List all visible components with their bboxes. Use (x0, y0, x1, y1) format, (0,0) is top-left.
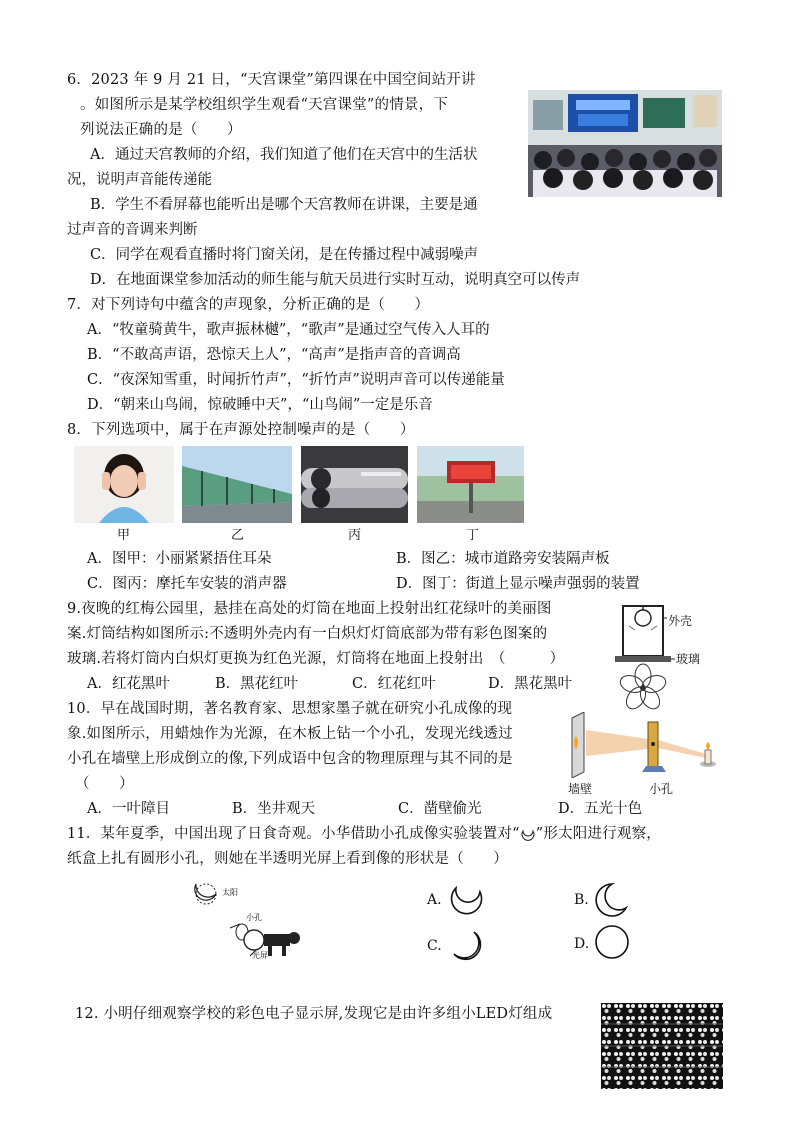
q6-stem-line-1: 6．2023 年 9 月 21 日，“天宫课堂”第四课在中国空间站开讲 (67, 72, 476, 88)
q11-stem-line-2: 纸盒上扎有圆形小孔，则她在半透明光屏上看到像的形状是（ ） (67, 851, 508, 867)
q11-stem-part-1: 11．某年夏季，中国出现了日食奇观。小华借助小孔成像实验装置对“ (67, 826, 520, 842)
q11-choice-d-shape (592, 922, 632, 962)
q10-stem-line-1: 10．早在战国时期，著名教育家、思想家墨子就在研究小孔成像的现 (67, 701, 513, 717)
q7-option-c: C．“夜深知雪重，时闻折竹声”，“折竹声”说明声音可以传递能量 (87, 372, 505, 388)
q10-option-c: C．凿壁偷光 (398, 801, 482, 817)
q9-option-b: B．黑花红叶 (215, 676, 299, 692)
caption-yi: 乙 (231, 528, 245, 543)
q10-stem-line-2: 象.如图所示，用蜡烛作为光源，在木板上钻一个小孔，发现光线透过 (67, 726, 513, 742)
q6-option-d: D．在地面课堂参加活动的师生能与航天员进行实时互动，说明真空可以传声 (90, 272, 581, 288)
q10-option-a: A．一叶障目 (87, 801, 170, 817)
caption-ding: 丁 (466, 528, 480, 543)
q7-option-b: B．“不敢高声语，恐惊天上人”，“高声”是指声音的音调高 (87, 347, 461, 363)
q8-option-d: D．图丁：街道上显示噪声强弱的装置 (396, 576, 640, 592)
q11-choice-c-label: C. (427, 938, 442, 954)
q9-option-c: C．红花红叶 (352, 676, 436, 692)
q9-stem-line-3: 玻璃.若将灯筒内白炽灯更换为红色光源，灯筒将在地面上投射出 （ ） (67, 651, 565, 667)
q8-option-a: A．图甲：小丽紧紧捂住耳朵 (87, 551, 272, 567)
q7-stem: 7．对下列诗句中蕴含的声现象，分析正确的是（ ） (67, 297, 430, 313)
caption-jia: 甲 (117, 528, 131, 543)
q6-option-b: B．学生不看屏幕也能听出是哪个天宫教师在讲课，主要是通 (90, 197, 478, 213)
q11-choice-a-shape (446, 880, 486, 920)
q8-option-c: C．图丙：摩托车安装的消声器 (87, 576, 287, 592)
q9-option-d: D．黑花黑叶 (488, 676, 573, 692)
q6-stem-line-2: 。如图所示是某学校组织学生观看“天宫课堂”的情景，下 (80, 97, 449, 113)
q7-option-d: D．“朝来山鸟闹，惊破睡中天”，“山鸟闹”一定是乐音 (87, 397, 433, 413)
q6-stem-line-3: 列说法正确的是（ ） (80, 122, 242, 138)
q11-choice-b-label: B. (574, 892, 589, 908)
label-small-hole: 小孔 (246, 913, 262, 922)
q11-choice-c-shape (446, 926, 486, 966)
classroom-photo (528, 90, 722, 197)
label-glass: 玻璃 (676, 652, 701, 666)
q11-choice-a-label: A. (427, 892, 442, 908)
label-pinhole: 小孔 (649, 782, 674, 796)
q11-stem-part-2: ”形太阳进行观察， (535, 826, 661, 842)
q10-stem-line-4: （ ） (75, 776, 134, 792)
photo-bing-muffler (301, 446, 408, 523)
q10-option-b: B．坐井观天 (232, 801, 316, 817)
label-wall: 墙壁 (568, 782, 593, 796)
label-sun: 太阳 (222, 888, 238, 897)
q6-option-a: A．通过天宫教师的介绍，我们知道了他们在天宫中的生活状 (90, 147, 478, 163)
q10-option-d: D．五光十色 (558, 801, 643, 817)
caption-bing: 丙 (348, 528, 362, 543)
photo-yi-sound-barrier (182, 446, 292, 523)
q6-option-c: C．同学在观看直播时将门窗关闭，是在传播过程中减弱噪声 (90, 247, 479, 263)
led-display-photo (601, 1003, 723, 1089)
label-shell: 外壳 (668, 614, 693, 628)
photo-jia-girl-covering-ears (74, 446, 174, 523)
q9-stem-line-2: 案.灯筒结构如图所示:不透明外壳内有一白炽灯灯筒底部为带有彩色图案的 (67, 626, 548, 642)
q11-stem-line-1 (67, 824, 661, 844)
crescent-sun-icon (520, 827, 536, 841)
pinhole-candle-diagram (566, 712, 726, 778)
q8-stem: 8．下列选项中，属于在声源处控制噪声的是（ ） (67, 422, 415, 438)
label-screen: 光屏 (252, 951, 268, 960)
q9-option-a: A．红花黑叶 (87, 676, 170, 692)
q6-option-b-cont: 过声音的音调来判断 (67, 222, 198, 238)
q8-option-b: B．图乙：城市道路旁安装隔声板 (396, 551, 610, 567)
q6-option-a-cont: 况，说明声音能传递能 (67, 172, 212, 188)
q9-stem-line-1: 9.夜晚的红梅公园里，悬挂在高处的灯筒在地面上投射出红花绿叶的美丽图 (67, 601, 552, 617)
q12-stem: 12. 小明仔细观察学校的彩色电子显示屏,发现它是由许多组小LED灯组成 (75, 1006, 553, 1022)
q11-choice-b-shape (592, 880, 632, 920)
photo-ding-noise-display (417, 446, 524, 523)
q11-choice-d-label: D. (574, 936, 590, 952)
q7-option-a: A．“牧童骑黄牛，歌声振林樾”，“歌声”是通过空气传入人耳的 (87, 322, 490, 338)
q10-stem-line-3: 小孔在墙壁上形成倒立的像,下列成语中包含的物理原理与其不同的是 (67, 751, 513, 767)
